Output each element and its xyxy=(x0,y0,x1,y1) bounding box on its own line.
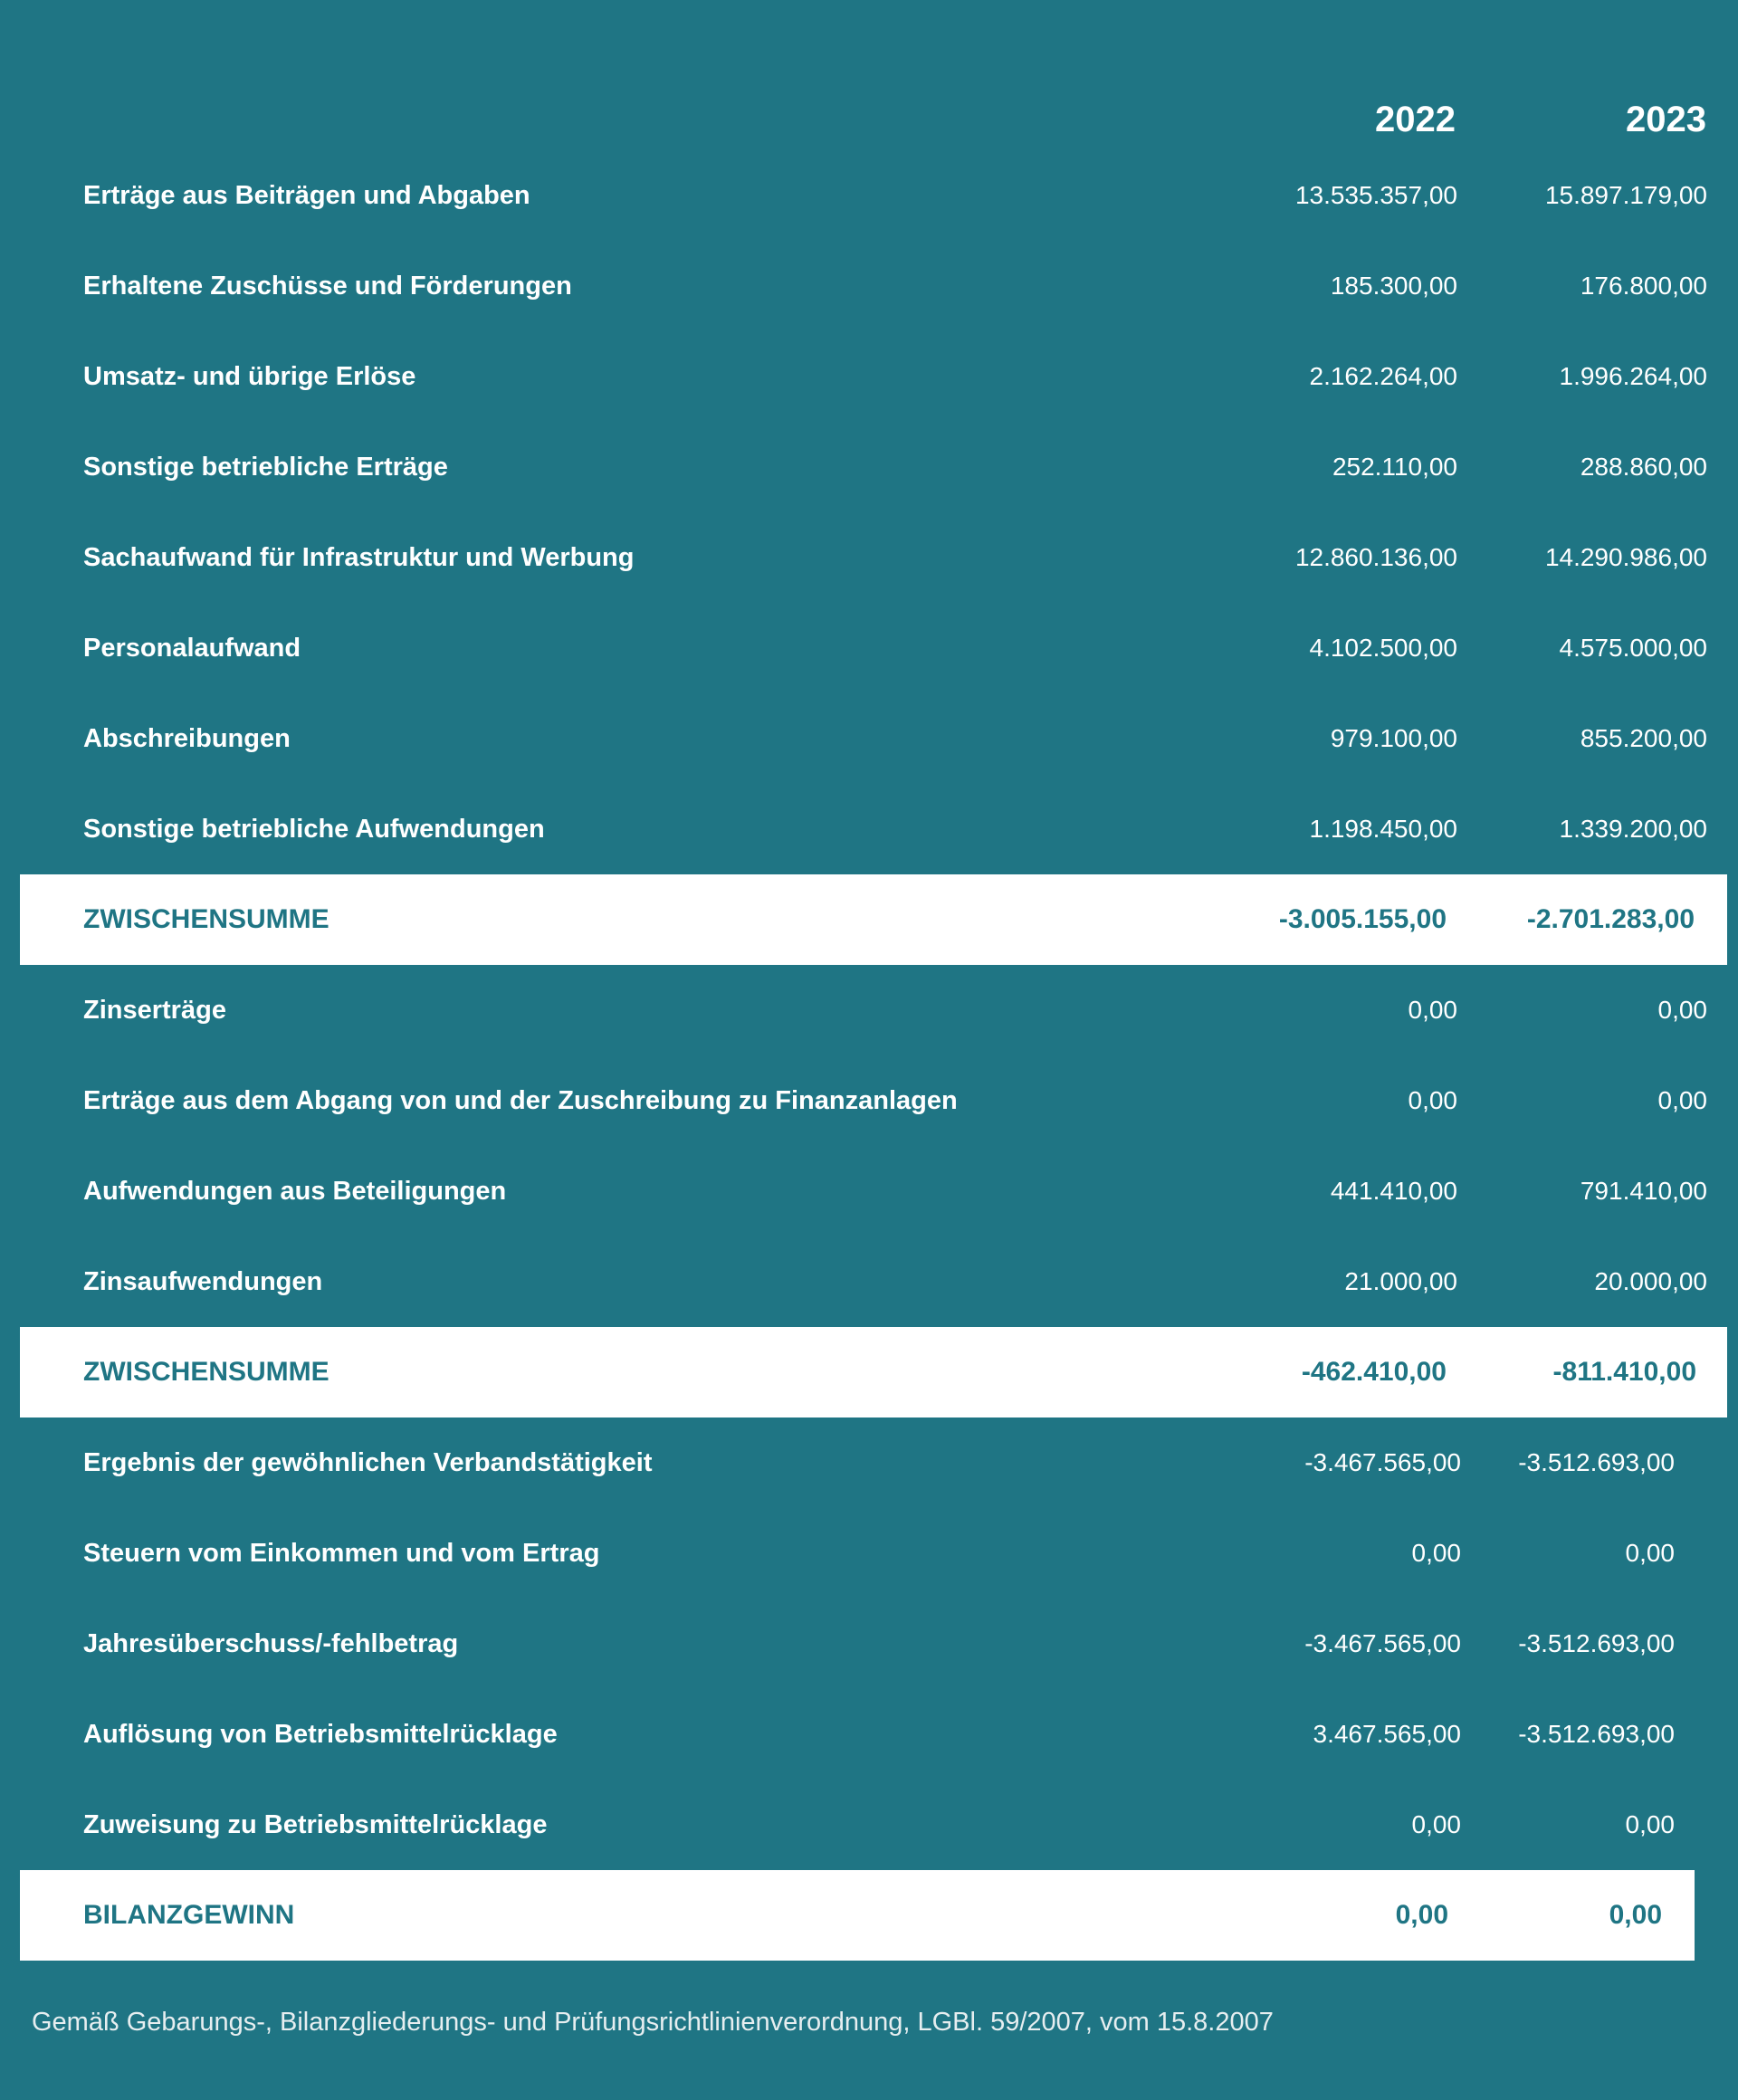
row-label: BILANZGEWINN xyxy=(83,1900,295,1930)
value-2022: 979.100,00 xyxy=(1330,724,1457,752)
table-row xyxy=(0,965,1738,1055)
value-2022: -3.467.565,00 xyxy=(1304,1448,1461,1476)
value-2022: 1.198.450,00 xyxy=(1309,815,1457,843)
row-label: Zuweisung zu Betriebsmittelrücklage xyxy=(83,1810,548,1839)
value-2023: 0,00 xyxy=(1625,1539,1675,1567)
row-label: Ergebnis der gewöhnlichen Verbandstätigkeit xyxy=(83,1448,653,1477)
value-2023: 1.996.264,00 xyxy=(1559,362,1707,390)
value-2022: 0,00 xyxy=(1395,1900,1448,1930)
income-statement-table xyxy=(0,150,1738,1961)
value-2023: 288.860,00 xyxy=(1580,453,1707,481)
value-2022: 0,00 xyxy=(1408,996,1457,1024)
row-label: Erträge aus Beiträgen und Abgaben xyxy=(83,181,530,210)
table-row xyxy=(0,1146,1738,1236)
table-row xyxy=(0,1418,1738,1508)
year-column-header: 2022 xyxy=(1375,100,1456,139)
value-2022: 3.467.565,00 xyxy=(1313,1720,1461,1748)
table-row xyxy=(0,241,1738,331)
row-label: Erträge aus dem Abgang von und der Zuschreibung zu Finanzanlagen xyxy=(83,1086,958,1115)
value-2023: -3.512.693,00 xyxy=(1518,1629,1675,1657)
row-label: Aufwendungen aus Beteiligungen xyxy=(83,1177,507,1206)
row-label: ZWISCHENSUMME xyxy=(83,1357,329,1387)
value-2022: 0,00 xyxy=(1408,1086,1457,1114)
table-row xyxy=(0,693,1738,784)
value-2023: 791.410,00 xyxy=(1580,1177,1707,1205)
value-2023: 4.575.000,00 xyxy=(1559,634,1707,662)
table-row xyxy=(0,1055,1738,1146)
value-2022: -3.005.155,00 xyxy=(1278,904,1447,934)
value-2023: 20.000,00 xyxy=(1594,1267,1707,1295)
value-2023: 0,00 xyxy=(1625,1810,1675,1838)
table-row xyxy=(0,1689,1738,1780)
row-label: Steuern vom Einkommen und vom Ertrag xyxy=(83,1539,600,1568)
value-2023: 0,00 xyxy=(1609,1900,1662,1930)
value-2023: -3.512.693,00 xyxy=(1518,1720,1675,1748)
value-2023: -2.701.283,00 xyxy=(1526,904,1695,934)
table-row xyxy=(0,1236,1738,1327)
value-2023: 15.897.179,00 xyxy=(1544,181,1707,209)
table-header xyxy=(0,91,1738,154)
value-2022: -462.410,00 xyxy=(1301,1357,1447,1387)
table-row xyxy=(0,1599,1738,1689)
value-2022: 2.162.264,00 xyxy=(1309,362,1457,390)
value-2022: 441.410,00 xyxy=(1330,1177,1457,1205)
value-2022: 12.860.136,00 xyxy=(1294,543,1457,571)
table-row xyxy=(0,1780,1738,1870)
balance-profit-row xyxy=(20,1870,1695,1961)
value-2022: 4.102.500,00 xyxy=(1309,634,1457,662)
value-2022: 13.535.357,00 xyxy=(1294,181,1457,209)
value-2023: -3.512.693,00 xyxy=(1518,1448,1675,1476)
value-2023: 0,00 xyxy=(1657,996,1707,1024)
row-label: Personalaufwand xyxy=(83,634,301,663)
value-2023: 0,00 xyxy=(1657,1086,1707,1114)
value-2023: 855.200,00 xyxy=(1580,724,1707,752)
value-2023: 176.800,00 xyxy=(1580,272,1707,300)
row-label: Zinserträge xyxy=(83,996,226,1025)
row-label: Auflösung von Betriebsmittelrücklage xyxy=(83,1720,558,1749)
row-label: Zinsaufwendungen xyxy=(83,1267,323,1296)
value-2022: 252.110,00 xyxy=(1332,453,1457,481)
row-label: Sonstige betriebliche Erträge xyxy=(83,453,448,482)
table-row xyxy=(0,784,1738,874)
value-2023: 14.290.986,00 xyxy=(1544,543,1707,571)
row-label: ZWISCHENSUMME xyxy=(83,904,329,934)
row-label: Jahresüberschuss/-fehlbetrag xyxy=(83,1629,459,1658)
table-row xyxy=(0,603,1738,693)
value-2022: 185.300,00 xyxy=(1330,272,1457,300)
table-row xyxy=(0,1508,1738,1599)
row-label: Umsatz- und übrige Erlöse xyxy=(83,362,416,391)
table-row xyxy=(0,331,1738,422)
value-2022: 0,00 xyxy=(1411,1810,1461,1838)
row-label: Sonstige betriebliche Aufwendungen xyxy=(83,815,545,844)
value-2022: 0,00 xyxy=(1411,1539,1461,1567)
value-2022: 21.000,00 xyxy=(1344,1267,1457,1295)
table-row xyxy=(0,150,1738,241)
row-label: Abschreibungen xyxy=(83,724,291,753)
row-label: Erhaltene Zuschüsse und Förderungen xyxy=(83,272,572,301)
subtotal-row xyxy=(20,874,1727,965)
year-column-header: 2023 xyxy=(1626,100,1706,139)
footnote: Gemäß Gebarungs-, Bilanzgliederungs- und Prüfungsrichtlinienverordnung, LGBl. 59/2007, vom 15.8.2007 xyxy=(32,2008,1274,2037)
value-2023: -811.410,00 xyxy=(1552,1357,1696,1387)
value-2022: -3.467.565,00 xyxy=(1304,1629,1461,1657)
table-row xyxy=(0,422,1738,512)
value-2023: 1.339.200,00 xyxy=(1559,815,1707,843)
row-label: Sachaufwand für Infrastruktur und Werbung xyxy=(83,543,635,572)
table-row xyxy=(0,512,1738,603)
subtotal-row xyxy=(20,1327,1727,1418)
